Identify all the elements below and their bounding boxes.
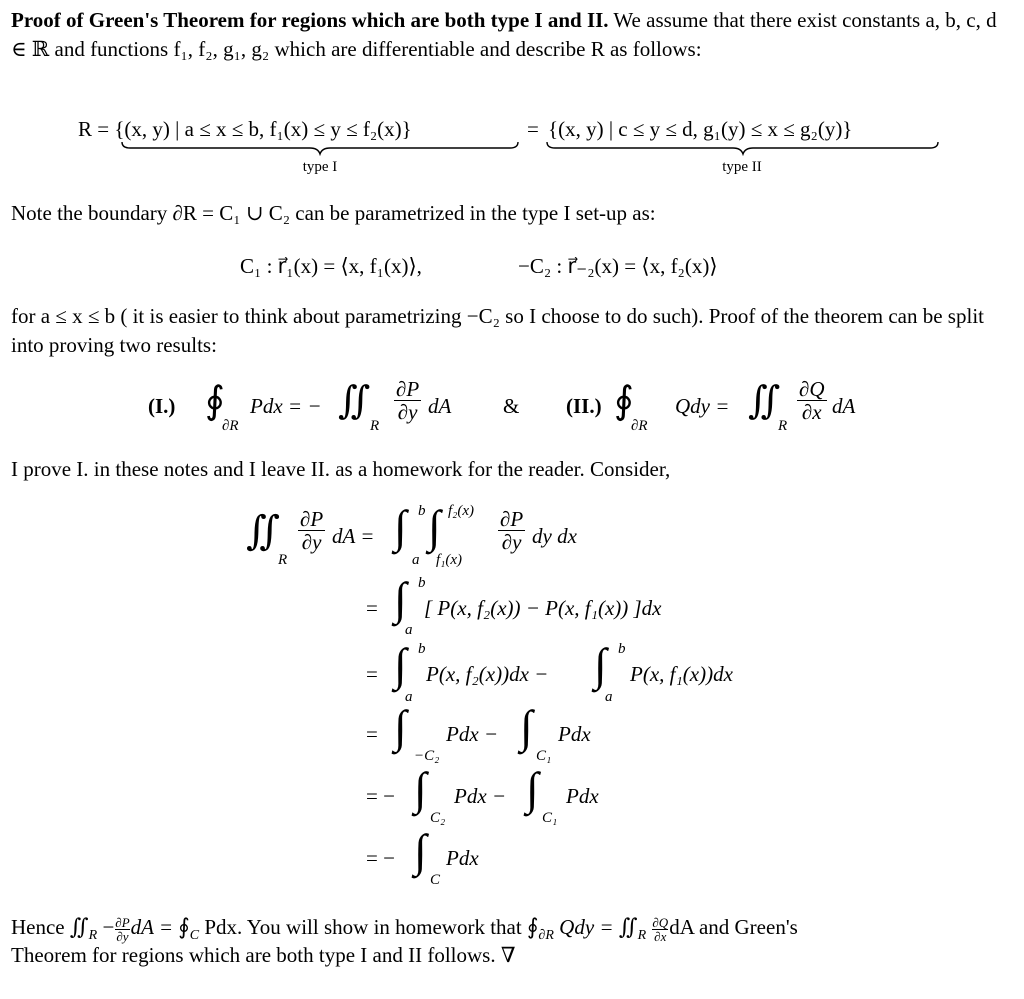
line2-equals: = [366,596,378,620]
line4-sub-neg-c2: −C₂ [414,748,440,764]
line5-sub-c2: C₂ [430,810,446,826]
integral-icon: ∫ [414,825,427,876]
conclusion-numerator-q: ∂Q [652,914,669,930]
type1-underbrace [120,140,520,156]
result-ii-boundary-sub: ∂R [631,418,648,434]
integral-icon: ∫ [394,639,407,690]
line5-term-b: Pdx [566,784,599,808]
line4-term-a: Pdx − [446,722,499,746]
line5-term-a: Pdx − [454,784,507,808]
line2-upper-b: b [418,575,426,591]
region-type2-set: {(x, y) | c ≤ y ≤ d, g₁(y) ≤ x ≤ g₂(y)} [548,117,853,141]
integral-icon: ∫ [394,501,407,552]
line6-sub-c: C [430,872,441,888]
line4-equals: = [366,722,378,746]
line3-upper-b: b [418,641,426,657]
line2-expression: [ P(x, f₂(x)) − P(x, f₁(x)) ]dx [424,596,662,620]
line3-lower-a: a [405,689,413,705]
section-heading: Proof of Green's Theorem for regions which are both type I and II. [11,8,609,32]
line3-term-a: P(x, f₂(x))dx − [426,662,549,686]
line4-term-b: Pdx [558,722,591,746]
line3-term-b: P(x, f₁(x))dx [630,662,733,686]
region-type1-set: R = {(x, y) | a ≤ x ≤ b, f₁(x) ≤ y ≤ f₂(x)} [78,117,412,141]
conclusion-region-sub: R [88,928,98,943]
derivation-region-sub: R [278,552,288,568]
result-ii-fraction [795,378,829,423]
type2-label: type II [722,159,762,175]
result-ii-da: dA [832,394,856,418]
contour-integral-icon: ∮ [205,380,225,422]
conclusion-hence: Hence [11,915,65,939]
result-i-fraction [392,378,423,423]
line1-dydx: dy dx [532,524,577,548]
conclusion-region-sub-2: R [637,928,647,943]
param-c1: C₁ : r⃗₁(x) = ⟨x, f₁(x)⟩, [240,254,422,278]
line4-sub-c1: C₁ [536,748,552,764]
prove-note: I prove I. in these notes and I leave II. as a homework for the reader. Consider, [11,457,671,481]
result-i [148,394,241,419]
integral-icon: ∫ [428,501,441,552]
line1-lower-a: a [412,552,420,568]
type2-underbrace [545,140,940,156]
result-ii-numerator: ∂Q [799,377,825,401]
result-i-pdx: Pdx = − [250,394,322,418]
integral-icon: ∫ [520,701,533,752]
contour-integral-icon: ∮ [614,380,634,422]
integral-icon: ∫ [394,701,407,752]
line1-upper-b: b [418,503,426,519]
conclusion-numerator-p: ∂P [115,914,130,930]
integral-icon: ∫ [526,763,539,814]
conclusion-boundary-sub: ∂R [538,928,554,943]
line1-upper-f2: f₂(x) [448,503,475,519]
result-i-label: (I.) [148,394,176,418]
result-ii-region-sub: R [778,418,788,434]
result-ii [566,394,602,419]
line3-lower-a2: a [605,689,613,705]
conclusion-denominator-y: ∂y [116,928,129,944]
type1-label: type I [302,159,338,175]
line6-equals-neg: = − [366,846,395,870]
conclusion-part1: dA = [130,915,174,939]
double-integral-icon: ∬ [246,508,281,553]
range-note: for a ≤ x ≤ b ( it is easier to think about parametrizing −C₂ so I choose to do such). Proof of the theorem can be split into proving two results: [11,304,984,357]
result-ii-qdy: Qdy = [675,394,730,418]
line1-numerator: ∂P [500,507,524,531]
line3-equals: = [366,662,378,686]
line6-term: Pdx [446,846,479,870]
line1-fraction [496,508,527,553]
line5-equals-neg: = − [366,784,395,808]
derivation-lhs-fraction [296,508,327,553]
line2-lower-a: a [405,622,413,638]
integral-icon: ∫ [594,639,607,690]
conclusion-line2: Theorem for regions which are both type I and II follows. ∇ [11,943,516,967]
integral-icon: ∫ [414,763,427,814]
conclusion-line1: Hence $∬_R$ − $\frac{\partial P}{\partial y}dA$ = $∮_C$ Pdx. You will show in homework that $∮_{\partial R}$ Qdy = $∬_R$ $\frac{\partial Q}{\partial x}dA$ and Green's [11,914,798,944]
param-c2: −C₂ : r⃗₋₂(x) = ⟨x, f₂(x)⟩ [518,254,718,278]
result-i-denominator: ∂y [397,400,418,425]
double-integral-icon: ∬ [338,380,371,422]
result-i-region-sub: R [370,418,380,434]
derivation-lhs-numerator: ∂P [300,507,324,531]
conclusion-part4: dA and Green's [669,915,798,939]
derivation-lhs-denominator: ∂y [301,530,322,555]
line5-sub-c1: C₁ [542,810,558,826]
conclusion-c-sub: C [189,928,200,943]
intro-paragraph [11,6,1003,64]
line1-denominator: ∂y [501,530,522,555]
intro-text: We assume that there exist constants a, b, c, d ∈ ℝ and functions f₁, f₂, g₁, g₂ which are differentiable and describe R as follows: [11,8,997,61]
results-ampersand: & [503,394,520,418]
result-i-da: dA [428,394,452,418]
double-integral-icon: ∬ [748,380,781,422]
result-ii-label: (II.) [566,394,602,418]
derivation-lhs-da: dA = [332,524,375,548]
region-equals: = [527,117,539,141]
conclusion-part3: Qdy = [559,915,614,939]
conclusion-part2: Pdx. You will show in homework that [204,915,522,939]
result-i-boundary-sub: ∂R [222,418,239,434]
line3-upper-b2: b [618,641,626,657]
conclusion-denominator-x: ∂x [654,928,667,944]
result-ii-denominator: ∂x [801,400,822,425]
integral-icon: ∫ [394,573,407,624]
line1-lower-f1: f₁(x) [436,552,463,568]
boundary-note: Note the boundary ∂R = C₁ ∪ C₂ can be parametrized in the type I set-up as: [11,201,656,225]
result-i-numerator: ∂P [396,377,420,401]
